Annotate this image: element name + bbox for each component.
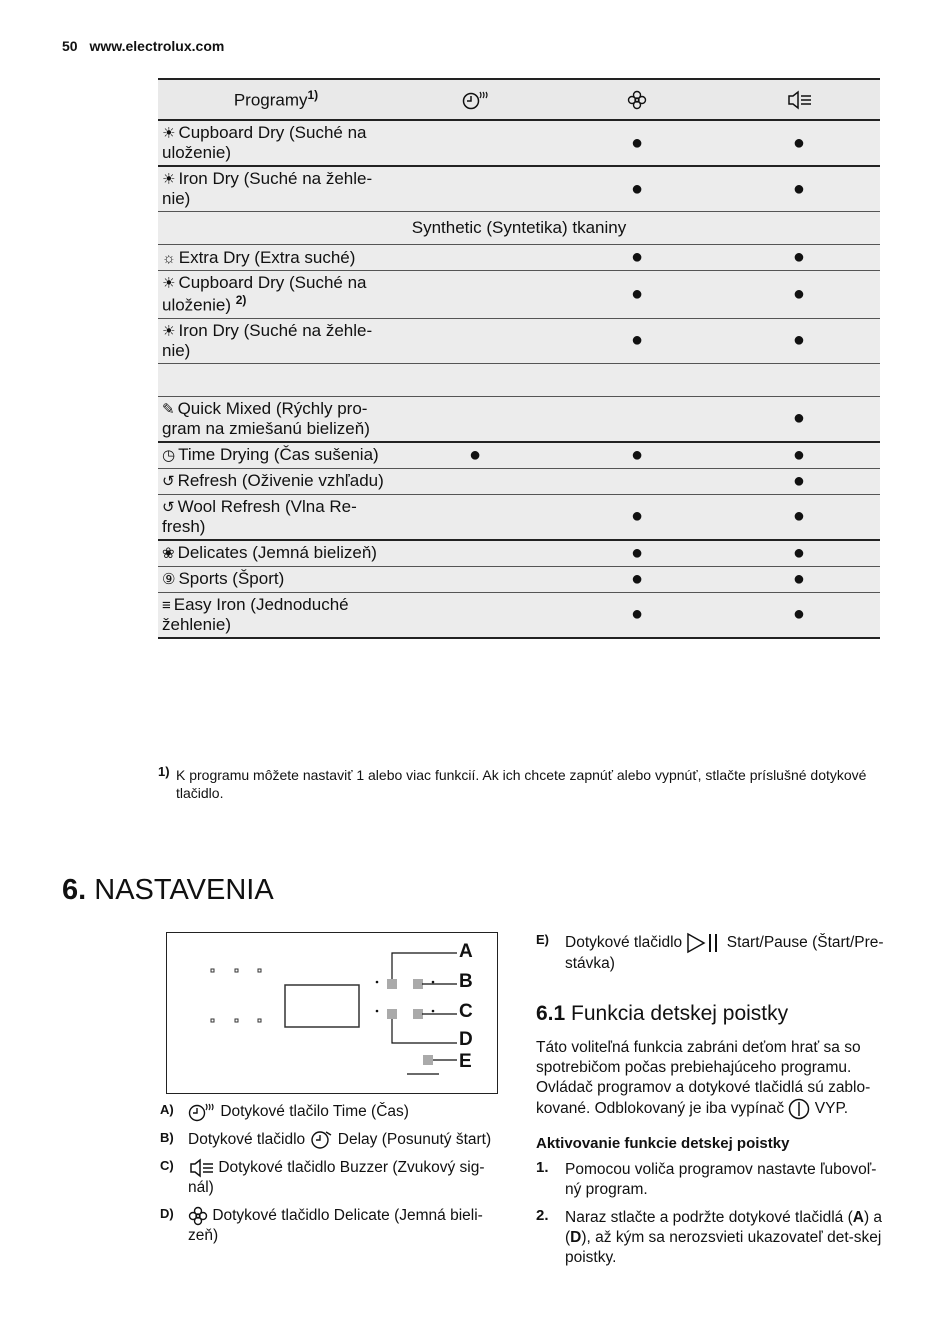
steps-heading: Aktivovanie funkcie detskej poistky bbox=[536, 1135, 790, 1152]
option-cell bbox=[718, 566, 880, 592]
cupboard-dry-icon: ☀ bbox=[162, 125, 176, 142]
table-blank-row bbox=[158, 363, 880, 396]
refresh-icon: ↺ bbox=[162, 473, 175, 491]
option-cell bbox=[718, 396, 880, 442]
easy-iron-icon: ≡ bbox=[162, 596, 171, 614]
button-legend bbox=[160, 1102, 500, 1254]
footnote-text: K programu môžete nastaviť 1 alebo viac funkcií. Ak ich chcete zapnúť alebo vypnúť, stlačte príslušné dotykové tlačidlo. bbox=[176, 767, 867, 801]
option-cell bbox=[718, 468, 880, 494]
legend-item bbox=[160, 1158, 500, 1198]
option-cell bbox=[556, 494, 718, 540]
delicate-flower-icon bbox=[556, 79, 718, 120]
program-name bbox=[158, 245, 394, 271]
table-row bbox=[158, 442, 880, 469]
table-row bbox=[158, 120, 880, 166]
option-cell bbox=[394, 540, 556, 567]
legend-key: B) bbox=[160, 1130, 174, 1146]
child-lock-description: Táto voliteľná funkcia zabráni deťom hrať sa so spotrebičom počas prebiehajúceho programu. Ovládač programov a dotykové tlačidlá sú zablo-kované. Odblokovaný je iba vypínač VYP. bbox=[536, 1038, 886, 1120]
available-dot: ● bbox=[792, 469, 805, 492]
option-cell bbox=[394, 166, 556, 212]
table-row bbox=[158, 592, 880, 638]
wool-refresh-icon: ↺ bbox=[162, 498, 175, 516]
programs-column-header: Programy$^{1)}$ bbox=[158, 79, 394, 120]
program-label: Cupboard Dry (Suché na uloženie) bbox=[162, 123, 367, 162]
available-dot: ● bbox=[792, 505, 805, 528]
program-label: Delicates (Jemná bielizeň) bbox=[177, 543, 377, 563]
program-label: Cupboard Dry (Suché na uloženie) bbox=[162, 273, 367, 315]
option-cell bbox=[718, 166, 880, 212]
available-dot: ● bbox=[630, 246, 644, 268]
table-row bbox=[158, 494, 880, 540]
section-title: NASTAVENIA bbox=[94, 874, 274, 906]
available-dot: ● bbox=[792, 541, 805, 564]
option-cell bbox=[718, 245, 880, 271]
legend-key: D) bbox=[160, 1206, 174, 1222]
option-cell bbox=[556, 442, 718, 469]
table-row bbox=[158, 540, 880, 567]
program-name bbox=[158, 166, 394, 212]
available-dot: ● bbox=[630, 329, 644, 352]
available-dot: ● bbox=[630, 131, 644, 154]
legend-key: E) bbox=[536, 932, 549, 947]
program-label: Easy Iron (Jednoduché žehlenie) bbox=[162, 594, 349, 634]
table-row bbox=[158, 318, 880, 363]
available-dot: ● bbox=[792, 131, 805, 154]
subsection-heading: 6.1 Funkcia detskej poistky bbox=[536, 1002, 789, 1025]
option-cell bbox=[394, 318, 556, 363]
option-cell bbox=[394, 442, 556, 469]
option-cell bbox=[394, 592, 556, 638]
option-cell bbox=[394, 245, 556, 271]
available-dot: ● bbox=[792, 246, 805, 268]
legend-item bbox=[160, 1206, 500, 1246]
program-name bbox=[158, 566, 394, 592]
table-row bbox=[158, 396, 880, 442]
program-label: Time Drying (Čas sušenia) bbox=[178, 445, 379, 465]
option-cell bbox=[556, 468, 718, 494]
control-panel-diagram bbox=[166, 932, 498, 1094]
step-item: 2. Naraz stlačte a podržte dotykové tlačidlá (A) a (D), až kým sa nerozsvieti ukazovateľ det-skej poistky. bbox=[536, 1207, 883, 1266]
program-name bbox=[158, 396, 394, 442]
legend-key: A) bbox=[160, 1102, 174, 1117]
footnote-mark: 1) bbox=[158, 764, 170, 779]
available-dot: ● bbox=[792, 407, 805, 430]
steps-list bbox=[536, 1160, 886, 1268]
option-cell bbox=[718, 540, 880, 567]
available-dot: ● bbox=[469, 443, 482, 466]
program-label: Iron Dry (Suché na žehle-nie) bbox=[162, 169, 373, 208]
control-panel-drawing bbox=[167, 933, 497, 1093]
option-cell bbox=[394, 494, 556, 540]
panel-label: A bbox=[459, 941, 473, 962]
table-section-row bbox=[158, 212, 880, 245]
available-dot: ● bbox=[630, 282, 644, 305]
time-drying-icon: ◷ bbox=[162, 447, 176, 465]
available-dot: ● bbox=[792, 603, 805, 626]
panel-label: D bbox=[459, 1029, 473, 1050]
available-dot: ● bbox=[630, 443, 644, 466]
section-label: Synthetic (Syntetika) tkaniny bbox=[158, 212, 880, 245]
time-icon bbox=[188, 1103, 216, 1120]
program-name bbox=[158, 468, 394, 494]
footnote bbox=[158, 766, 878, 802]
option-cell bbox=[718, 494, 880, 540]
program-name bbox=[158, 442, 394, 469]
table-row bbox=[158, 166, 880, 212]
legend-text: Dotykové tlačidlo bbox=[188, 1131, 306, 1149]
available-dot: ● bbox=[792, 282, 805, 305]
option-cell bbox=[718, 592, 880, 638]
iron-dry-icon: ☀ bbox=[162, 171, 176, 188]
buzzer-icon bbox=[718, 79, 880, 120]
program-label: Sports (Šport) bbox=[178, 569, 285, 589]
iron-dry-icon: ☀ bbox=[162, 322, 176, 340]
table-row bbox=[158, 468, 880, 494]
available-dot: ● bbox=[792, 329, 805, 352]
program-name bbox=[158, 592, 394, 638]
available-dot: ● bbox=[630, 505, 644, 528]
available-dot: ● bbox=[630, 177, 644, 200]
program-label: Extra Dry (Extra suché) bbox=[178, 247, 356, 267]
program-name bbox=[158, 120, 394, 166]
program-label: Quick Mixed (Rýchly pro-gram na zmiešanú bielizeň) bbox=[162, 398, 370, 438]
option-cell bbox=[556, 540, 718, 567]
panel-label: B bbox=[459, 971, 473, 992]
legend-text: Dotykové tlačidlo Buzzer (Zvukový sig-nál) bbox=[188, 1159, 485, 1197]
option-cell bbox=[718, 442, 880, 469]
option-cell bbox=[556, 592, 718, 638]
delicate-icon bbox=[188, 1207, 208, 1224]
table-row bbox=[158, 566, 880, 592]
available-dot: ● bbox=[630, 541, 644, 564]
time-delay-icon bbox=[394, 79, 556, 120]
legend-item bbox=[160, 1102, 500, 1122]
option-cell bbox=[556, 566, 718, 592]
section-heading bbox=[62, 874, 274, 907]
option-cell bbox=[394, 120, 556, 166]
website-link[interactable]: www.electrolux.com bbox=[89, 38, 225, 54]
cupboard-dry-icon: ☀ bbox=[162, 275, 176, 292]
step-item: 1. Pomocou voliča programov nastavte ľubovoľ-ný program. bbox=[536, 1159, 877, 1198]
panel-label: C bbox=[459, 1001, 473, 1022]
option-cell bbox=[556, 166, 718, 212]
legend-text: Delay (Posunutý štart) bbox=[337, 1131, 492, 1149]
start-pause-icon bbox=[686, 932, 722, 954]
programs-table bbox=[158, 78, 880, 639]
option-cell bbox=[556, 271, 718, 319]
option-cell bbox=[394, 468, 556, 494]
program-name bbox=[158, 318, 394, 363]
option-cell bbox=[556, 245, 718, 271]
sports-icon: ⑨ bbox=[162, 571, 176, 589]
program-name bbox=[158, 271, 394, 319]
option-cell bbox=[718, 120, 880, 166]
option-cell bbox=[556, 120, 718, 166]
option-cell bbox=[556, 318, 718, 363]
program-label: Refresh (Oživenie vzhľadu) bbox=[177, 471, 384, 491]
legend-text: Dotykové tlačidlo Delicate (Jemná bieli-zeň) bbox=[188, 1207, 483, 1245]
buzzer-icon bbox=[188, 1159, 214, 1176]
legend-item-e: E) Dotykové tlačidlo Start/Pause (Štart/Pre-stávka) bbox=[536, 932, 884, 972]
legend-text: Dotykové tlačilo Time (Čas) bbox=[220, 1103, 409, 1121]
program-name bbox=[158, 494, 394, 540]
section-number: 6. bbox=[62, 874, 87, 906]
legend-key: C) bbox=[160, 1158, 174, 1174]
option-cell bbox=[394, 566, 556, 592]
program-name bbox=[158, 540, 394, 567]
option-cell bbox=[718, 318, 880, 363]
delay-icon bbox=[309, 1131, 333, 1148]
extra-dry-icon: ☼ bbox=[162, 249, 176, 267]
panel-label: E bbox=[459, 1051, 472, 1072]
available-dot: ● bbox=[792, 443, 805, 466]
available-dot: ● bbox=[792, 177, 805, 200]
delicates-icon: ❀ bbox=[162, 545, 175, 563]
footnote-ref: 2) bbox=[235, 293, 247, 307]
table-header-row bbox=[158, 79, 880, 120]
available-dot: ● bbox=[630, 603, 644, 626]
right-column bbox=[536, 932, 886, 1276]
program-label: Wool Refresh (Vlna Re-fresh) bbox=[162, 496, 357, 536]
option-cell bbox=[556, 396, 718, 442]
program-label: Iron Dry (Suché na žehle-nie) bbox=[162, 320, 373, 360]
table-row bbox=[158, 245, 880, 271]
page-header bbox=[62, 38, 224, 54]
option-cell bbox=[394, 271, 556, 319]
quick-mixed-icon: ✎ bbox=[162, 400, 175, 418]
option-cell bbox=[394, 396, 556, 442]
legend-item bbox=[160, 1130, 500, 1150]
option-cell bbox=[718, 271, 880, 319]
available-dot: ● bbox=[792, 567, 805, 590]
available-dot: ● bbox=[630, 567, 644, 590]
power-switch-icon bbox=[788, 1098, 810, 1120]
page-number: 50 bbox=[62, 38, 78, 54]
table-row bbox=[158, 271, 880, 319]
